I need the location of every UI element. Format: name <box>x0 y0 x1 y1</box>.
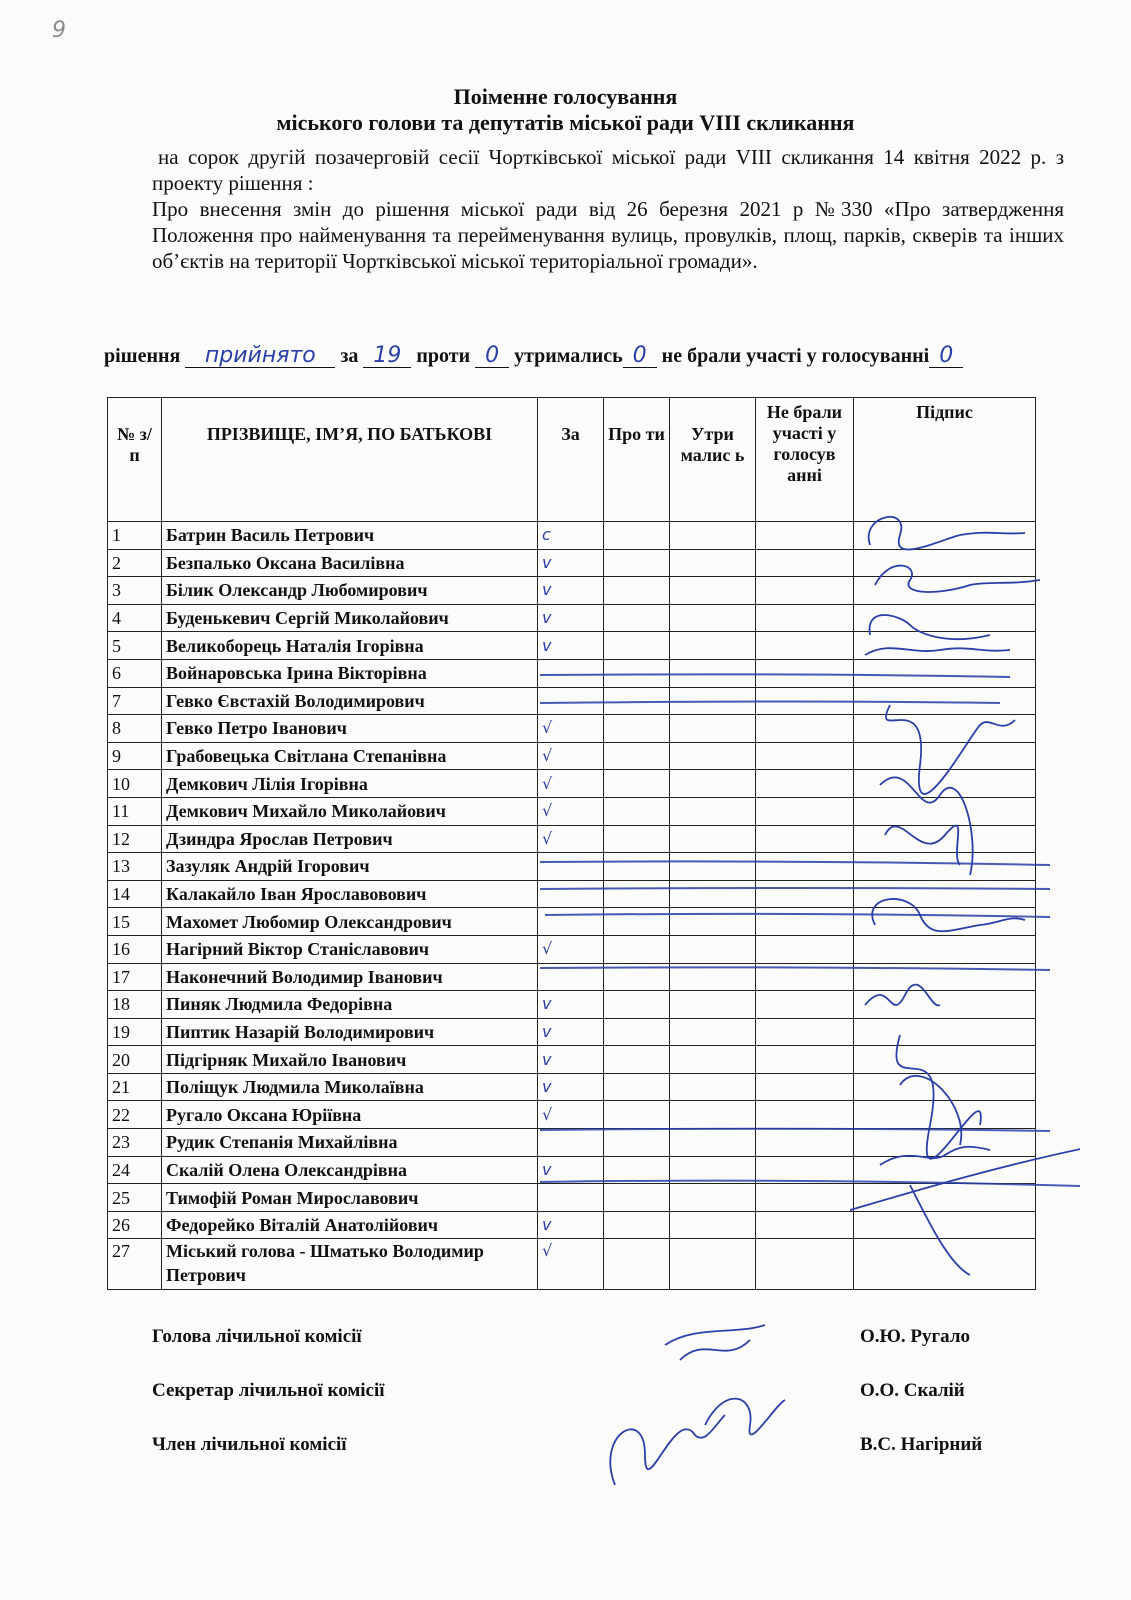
row-for-mark: v <box>538 991 604 1019</box>
row-for-mark <box>538 853 604 881</box>
row-against <box>604 715 670 743</box>
row-num: 2 <box>108 549 162 577</box>
row-against <box>604 770 670 798</box>
table-row <box>108 549 1036 577</box>
table-row <box>108 991 1036 1019</box>
row-for-mark: v <box>538 1073 604 1101</box>
table-row <box>108 522 1036 550</box>
session-paragraph: на сорок другій позачерговій сесії Чортківської міської ради VIII скликання 14 квітня 2022 р. з проекту рішення : <box>152 145 1064 195</box>
table-row <box>108 1156 1036 1184</box>
row-signature <box>854 963 1036 991</box>
row-abstained <box>670 963 756 991</box>
row-num: 10 <box>108 770 162 798</box>
row-for-mark: √ <box>538 825 604 853</box>
row-num: 8 <box>108 715 162 743</box>
row-num: 19 <box>108 1018 162 1046</box>
row-num: 4 <box>108 604 162 632</box>
row-against <box>604 742 670 770</box>
row-for-mark: v <box>538 1211 604 1239</box>
table-row <box>108 577 1036 605</box>
not-voted-count: 0 <box>929 345 963 368</box>
row-name: Білик Олександр Любомирович <box>162 577 538 605</box>
row-signature <box>854 853 1036 881</box>
row-for-mark <box>538 659 604 687</box>
row-for-mark <box>538 687 604 715</box>
row-signature <box>854 522 1036 550</box>
row-not-voted <box>756 1239 854 1290</box>
row-num: 25 <box>108 1184 162 1212</box>
row-signature <box>854 1018 1036 1046</box>
row-abstained <box>670 935 756 963</box>
not-voted-label: не брали участі у голосуванні <box>661 345 930 367</box>
row-not-voted <box>756 1184 854 1212</box>
against-label: проти <box>416 345 471 367</box>
row-signature <box>854 1046 1036 1074</box>
row-not-voted <box>756 1046 854 1074</box>
row-name: Ругало Оксана Юріївна <box>162 1101 538 1129</box>
row-signature <box>854 742 1036 770</box>
intro-text <box>152 144 1064 274</box>
table-row <box>108 908 1036 936</box>
row-abstained <box>670 742 756 770</box>
table-row <box>108 1073 1036 1101</box>
row-num: 15 <box>108 908 162 936</box>
row-abstained <box>670 797 756 825</box>
secretary-role: Секретар лічильної комісії <box>152 1380 385 1401</box>
row-for-mark <box>538 963 604 991</box>
member-name: В.С. Нагірний <box>860 1434 983 1455</box>
row-against <box>604 1211 670 1239</box>
row-for-mark: √ <box>538 1101 604 1129</box>
row-against <box>604 991 670 1019</box>
row-for-mark: √ <box>538 770 604 798</box>
row-abstained <box>670 1156 756 1184</box>
commission-signatures <box>585 1305 805 1505</box>
row-not-voted <box>756 991 854 1019</box>
document-subtitle: міського голови та депутатів міської ради VIII скликання <box>276 110 855 135</box>
row-abstained <box>670 1184 756 1212</box>
row-abstained <box>670 632 756 660</box>
row-not-voted <box>756 632 854 660</box>
row-name: Тимофій Роман Мирославович <box>162 1184 538 1212</box>
row-abstained <box>670 825 756 853</box>
table-row <box>108 880 1036 908</box>
row-name: Дзиндра Ярослав Петрович <box>162 825 538 853</box>
row-name: Рудик Степанія Михайлівна <box>162 1129 538 1157</box>
decision-value: прийнято <box>185 345 335 368</box>
table-row <box>108 1046 1036 1074</box>
row-for-mark <box>538 880 604 908</box>
row-for-mark: √ <box>538 715 604 743</box>
row-signature <box>854 715 1036 743</box>
table-row <box>108 742 1036 770</box>
row-abstained <box>670 880 756 908</box>
row-name: Підгірняк Михайло Іванович <box>162 1046 538 1074</box>
table-row <box>108 604 1036 632</box>
for-count: 19 <box>363 345 411 368</box>
row-signature <box>854 577 1036 605</box>
document-title: Поіменне голосування <box>453 84 678 109</box>
row-num: 7 <box>108 687 162 715</box>
header-name: ПРІЗВИЩЕ, ІМ’Я, ПО БАТЬКОВІ <box>162 398 538 522</box>
row-name: Великоборець Наталія Ігорівна <box>162 632 538 660</box>
row-against <box>604 797 670 825</box>
row-abstained <box>670 908 756 936</box>
row-abstained <box>670 522 756 550</box>
table-row <box>108 963 1036 991</box>
row-abstained <box>670 1211 756 1239</box>
row-abstained <box>670 687 756 715</box>
row-against <box>604 853 670 881</box>
row-against <box>604 1129 670 1157</box>
row-num: 24 <box>108 1156 162 1184</box>
row-name: Нагірний Віктор Станіславович <box>162 935 538 963</box>
row-against <box>604 1073 670 1101</box>
row-signature <box>854 770 1036 798</box>
row-name: Наконечний Володимир Іванович <box>162 963 538 991</box>
row-signature <box>854 1101 1036 1129</box>
table-header-row <box>108 398 1036 522</box>
row-for-mark: c <box>538 522 604 550</box>
row-signature <box>854 1184 1036 1212</box>
row-against <box>604 1101 670 1129</box>
row-for-mark: v <box>538 604 604 632</box>
row-name: Міський голова - Шматько Володимир Петрович <box>162 1239 538 1290</box>
row-for-mark <box>538 1129 604 1157</box>
row-for-mark: √ <box>538 935 604 963</box>
row-num: 27 <box>108 1239 162 1290</box>
row-num: 18 <box>108 991 162 1019</box>
decision-summary <box>104 345 1084 368</box>
row-not-voted <box>756 742 854 770</box>
row-against <box>604 604 670 632</box>
table-row <box>108 1101 1036 1129</box>
row-abstained <box>670 1018 756 1046</box>
row-against <box>604 687 670 715</box>
row-signature <box>854 1156 1036 1184</box>
chair-name: О.Ю. Ругало <box>860 1326 970 1347</box>
row-not-voted <box>756 1211 854 1239</box>
row-against <box>604 577 670 605</box>
row-against <box>604 632 670 660</box>
row-for-mark: v <box>538 632 604 660</box>
row-against <box>604 549 670 577</box>
row-name: Махомет Любомир Олександрович <box>162 908 538 936</box>
row-signature <box>854 659 1036 687</box>
row-for-mark: v <box>538 1156 604 1184</box>
row-signature <box>854 991 1036 1019</box>
row-not-voted <box>756 880 854 908</box>
row-not-voted <box>756 853 854 881</box>
row-num: 13 <box>108 853 162 881</box>
table-row <box>108 632 1036 660</box>
header-not-voted: Не брали участі у голосув анні <box>756 398 854 522</box>
row-num: 14 <box>108 880 162 908</box>
row-for-mark: v <box>538 549 604 577</box>
row-against <box>604 825 670 853</box>
row-name: Калакайло Іван Ярославовович <box>162 880 538 908</box>
row-name: Буденькевич Сергій Миколайович <box>162 604 538 632</box>
row-for-mark: √ <box>538 1239 604 1290</box>
row-signature <box>854 687 1036 715</box>
row-num: 20 <box>108 1046 162 1074</box>
row-for-mark: v <box>538 1018 604 1046</box>
row-name: Демкович Лілія Ігорівна <box>162 770 538 798</box>
row-signature <box>854 1211 1036 1239</box>
row-not-voted <box>756 1129 854 1157</box>
row-not-voted <box>756 935 854 963</box>
row-signature <box>854 604 1036 632</box>
row-abstained <box>670 549 756 577</box>
row-signature <box>854 908 1036 936</box>
row-not-voted <box>756 1156 854 1184</box>
row-not-voted <box>756 1018 854 1046</box>
row-against <box>604 1156 670 1184</box>
table-row <box>108 1129 1036 1157</box>
table-row <box>108 659 1036 687</box>
row-against <box>604 1184 670 1212</box>
row-signature <box>854 1129 1036 1157</box>
row-against <box>604 1018 670 1046</box>
for-label: за <box>340 345 359 367</box>
row-signature <box>854 797 1036 825</box>
header-abstained: Утри малис ь <box>670 398 756 522</box>
row-name: Скалій Олена Олександрівна <box>162 1156 538 1184</box>
row-signature <box>854 549 1036 577</box>
row-not-voted <box>756 797 854 825</box>
row-abstained <box>670 770 756 798</box>
table-row <box>108 853 1036 881</box>
row-for-mark: √ <box>538 797 604 825</box>
row-not-voted <box>756 715 854 743</box>
row-against <box>604 880 670 908</box>
row-num: 26 <box>108 1211 162 1239</box>
row-abstained <box>670 1129 756 1157</box>
row-not-voted <box>756 963 854 991</box>
table-row <box>108 1211 1036 1239</box>
table-row <box>108 770 1036 798</box>
row-num: 11 <box>108 797 162 825</box>
row-num: 6 <box>108 659 162 687</box>
row-not-voted <box>756 1073 854 1101</box>
row-against <box>604 1239 670 1290</box>
row-for-mark <box>538 908 604 936</box>
row-not-voted <box>756 577 854 605</box>
row-not-voted <box>756 908 854 936</box>
row-not-voted <box>756 770 854 798</box>
row-num: 12 <box>108 825 162 853</box>
row-name: Пиптик Назарій Володимирович <box>162 1018 538 1046</box>
decision-label: рішення <box>104 345 181 367</box>
row-for-mark: v <box>538 1046 604 1074</box>
row-abstained <box>670 853 756 881</box>
row-not-voted <box>756 1101 854 1129</box>
row-not-voted <box>756 659 854 687</box>
row-num: 16 <box>108 935 162 963</box>
table-row <box>108 825 1036 853</box>
row-against <box>604 1046 670 1074</box>
table-row <box>108 1184 1036 1212</box>
row-num: 22 <box>108 1101 162 1129</box>
row-name: Поліщук Людмила Миколаївна <box>162 1073 538 1101</box>
header-for: За <box>538 398 604 522</box>
member-role: Член лічильної комісії <box>152 1434 347 1455</box>
against-count: 0 <box>475 345 509 368</box>
row-name: Гевко Петро Іванович <box>162 715 538 743</box>
roll-call-table <box>107 397 1036 1290</box>
row-signature <box>854 935 1036 963</box>
row-signature <box>854 1239 1036 1290</box>
row-abstained <box>670 715 756 743</box>
row-not-voted <box>756 522 854 550</box>
row-against <box>604 935 670 963</box>
document-header <box>0 84 1131 136</box>
row-against <box>604 908 670 936</box>
row-name: Демкович Михайло Миколайович <box>162 797 538 825</box>
row-signature <box>854 1073 1036 1101</box>
row-against <box>604 522 670 550</box>
row-abstained <box>670 1073 756 1101</box>
row-for-mark: √ <box>538 742 604 770</box>
row-not-voted <box>756 549 854 577</box>
row-abstained <box>670 1239 756 1290</box>
row-abstained <box>670 604 756 632</box>
abstained-label: утримались <box>514 345 623 367</box>
row-abstained <box>670 577 756 605</box>
row-signature <box>854 825 1036 853</box>
header-against: Про ти <box>604 398 670 522</box>
table-row <box>108 715 1036 743</box>
row-name: Пиняк Людмила Федорівна <box>162 991 538 1019</box>
table-row <box>108 687 1036 715</box>
row-num: 23 <box>108 1129 162 1157</box>
row-not-voted <box>756 825 854 853</box>
row-abstained <box>670 1101 756 1129</box>
row-not-voted <box>756 604 854 632</box>
row-against <box>604 659 670 687</box>
row-signature <box>854 632 1036 660</box>
row-num: 1 <box>108 522 162 550</box>
row-signature <box>854 880 1036 908</box>
resolution-paragraph: Про внесення змін до рішення міської ради від 26 березня 2021 р №330 «Про затвердження Положення про найменування та перейменування вулиць, провулків, площ, парків, скверів та інших об’єктів на території Чортківської міської територіальної громади». <box>152 197 1064 273</box>
abstained-count: 0 <box>623 345 657 368</box>
header-signature: Підпис <box>854 398 1036 522</box>
row-num: 5 <box>108 632 162 660</box>
row-against <box>604 963 670 991</box>
row-abstained <box>670 1046 756 1074</box>
table-row <box>108 935 1036 963</box>
chair-role: Голова лічильної комісії <box>152 1326 362 1347</box>
row-for-mark: v <box>538 577 604 605</box>
header-num: № з/п <box>108 398 162 522</box>
row-num: 3 <box>108 577 162 605</box>
row-name: Зазуляк Андрій Ігорович <box>162 853 538 881</box>
row-abstained <box>670 991 756 1019</box>
row-not-voted <box>756 687 854 715</box>
table-row <box>108 1018 1036 1046</box>
page-number: 9 <box>52 18 66 43</box>
row-name: Безпалько Оксана Василівна <box>162 549 538 577</box>
row-abstained <box>670 659 756 687</box>
row-num: 17 <box>108 963 162 991</box>
row-for-mark <box>538 1184 604 1212</box>
row-name: Гевко Євстахій Володимирович <box>162 687 538 715</box>
table-row <box>108 1239 1036 1290</box>
secretary-name: О.О. Скалій <box>860 1380 965 1401</box>
row-name: Батрин Василь Петрович <box>162 522 538 550</box>
row-name: Федорейко Віталій Анатолійович <box>162 1211 538 1239</box>
row-num: 9 <box>108 742 162 770</box>
row-name: Грабовецька Світлана Степанівна <box>162 742 538 770</box>
table-row <box>108 797 1036 825</box>
row-num: 21 <box>108 1073 162 1101</box>
row-name: Войнаровська Ірина Вікторівна <box>162 659 538 687</box>
